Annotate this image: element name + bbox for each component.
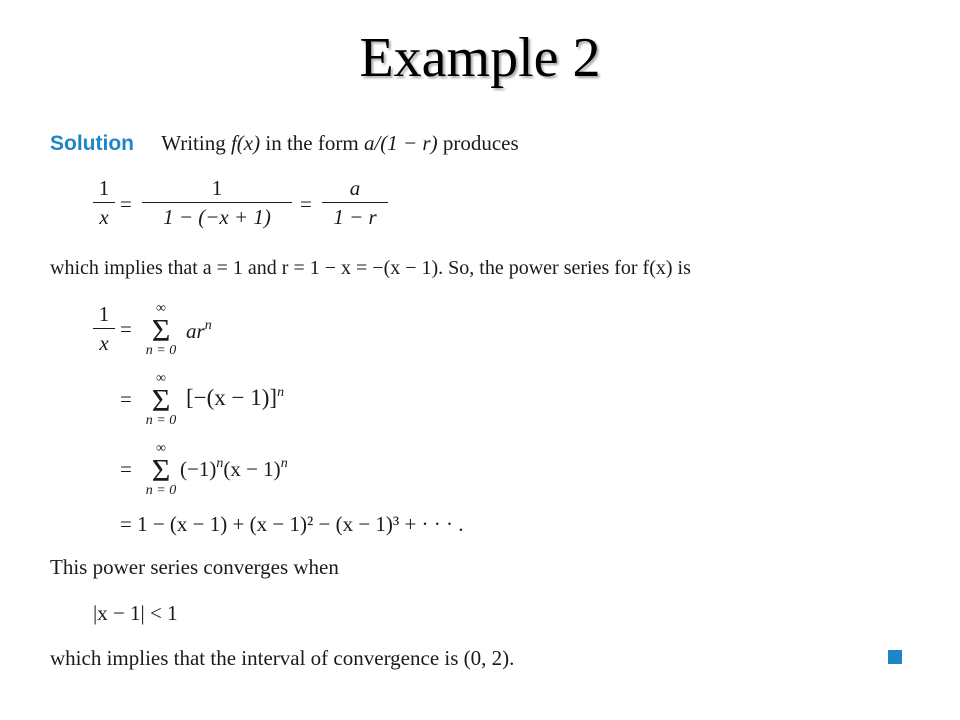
series-term-2: $[-(x - 1)]^n$ — [186, 385, 285, 410]
intro-text-mid: in the form — [260, 131, 364, 155]
intro-fx: f(x) — [230, 131, 261, 155]
series-term-1: $ar^n$ — [186, 318, 212, 343]
eq1-lhs-denominator: x — [99, 205, 109, 229]
series-lhs-fraction — [93, 302, 115, 355]
converges-line: This power series converges when — [50, 555, 339, 579]
eq1-rhs-numerator: a — [349, 176, 361, 200]
intro-form: a/(1 − r) — [363, 131, 438, 155]
sum-symbol-1: ∞ Σ n = 0 — [145, 301, 177, 358]
solution-label: Solution — [50, 132, 134, 155]
eq1-rhs-denominator: 1 − r — [333, 205, 377, 229]
implies-line: which implies that a = 1 and r = 1 − x = −(x − 1). So, the power series for f(x) is — [50, 257, 691, 279]
eq1-lhs-numerator: 1 — [98, 176, 110, 200]
interval-line: which implies that the interval of convergence is (0, 2). — [50, 646, 515, 670]
series-equals-3: = — [120, 457, 132, 481]
eq1-equals-b: = — [300, 192, 312, 216]
eq1-rhs-fraction — [322, 176, 388, 229]
end-of-solution-marker — [888, 650, 902, 664]
slide-title: Example 2 — [359, 27, 601, 89]
convergence-condition: |x − 1| < 1 — [93, 601, 178, 625]
sum-symbol-2: ∞ Σ n = 0 — [145, 371, 177, 428]
series-term-3: $(-1)^n(x - 1)^n$ — [180, 456, 288, 481]
eq1-mid-fraction — [142, 176, 292, 229]
intro-text-post: produces — [437, 131, 519, 155]
eq1-mid-numerator: 1 — [211, 176, 223, 200]
eq1-lhs-fraction — [93, 176, 115, 229]
series-lhs-numerator: 1 — [98, 302, 110, 326]
intro-text-pre: Writing — [161, 131, 231, 155]
eq1-mid-denominator: 1 − (−x + 1) — [163, 205, 271, 229]
sum-symbol-3: ∞ Σ n = 0 — [145, 441, 177, 498]
eq1-equals-a: = — [120, 192, 132, 216]
solution-intro — [50, 133, 519, 154]
series-equals-1: = — [120, 317, 132, 341]
series-equals-2: = — [120, 387, 132, 411]
series-lhs-denominator: x — [99, 331, 109, 355]
series-expansion: = 1 − (x − 1) + (x − 1)² − (x − 1)³ + · · · . — [120, 512, 464, 536]
